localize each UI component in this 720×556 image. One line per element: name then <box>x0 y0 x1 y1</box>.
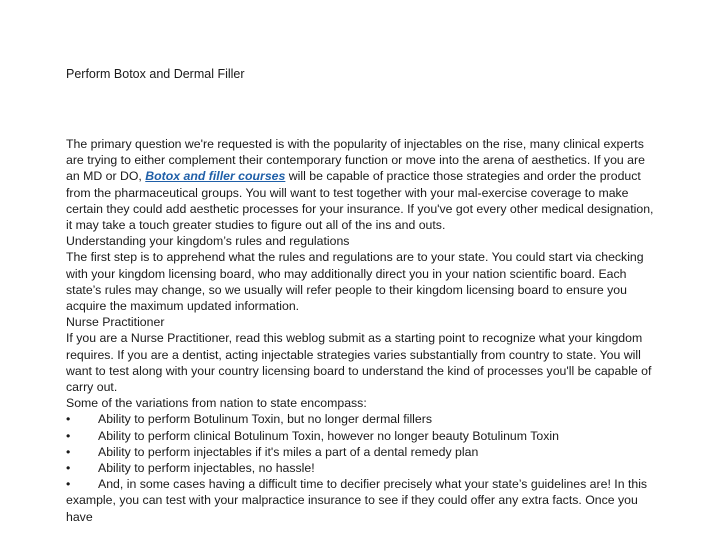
botox-filler-courses-link[interactable]: Botox and filler courses <box>145 169 286 184</box>
bullet-marker: • <box>66 412 71 427</box>
section-heading-rules: Understanding your kingdom’s rules and regulations <box>66 234 350 249</box>
nurse-practitioner-paragraph: If you are a Nurse Practitioner, read this weblog submit as a starting point to recognize what your kingdom requires. If you are a dentist, acting injectable strategies varies substantially from country to state. You will want to test along with your country licensing board to understand the kind of processes you'll be capable of carry out. <box>66 331 652 395</box>
variations-list <box>66 411 658 524</box>
list-item-text: And, in some cases having a difficult time to decifier precisely what your state’s guidelines are! In this example, you can test with your malpractice insurance to see if they could offer any extra facts. Once you have <box>66 477 648 524</box>
variations-intro: Some of the variations from nation to state encompass: <box>66 396 367 411</box>
intro-text-after-link: will be capable of practice those strategies and order the product from the pharmaceutical groups. You will want to test together with your mal-exercise coverage to make certain they could add aesthetic processes for your insurance. If you've got every other medical designation, it may take a touch greater studies to figure out all of the ins and outs. <box>66 169 654 233</box>
bullet-marker: • <box>66 477 71 492</box>
list-item-text: Ability to perform clinical Botulinum Toxin, however no longer beauty Botulinum Toxin <box>98 428 559 443</box>
bullet-marker: • <box>66 428 71 443</box>
bullet-marker: • <box>66 444 71 459</box>
list-item <box>66 411 658 427</box>
document-body <box>66 136 658 525</box>
list-item-text: Ability to perform injectables, no hassle! <box>98 461 315 476</box>
section-heading-nurse-practitioner: Nurse Practitioner <box>66 315 165 330</box>
list-item <box>66 476 658 525</box>
page-title: Perform Botox and Dermal Filler <box>66 67 245 81</box>
list-item-text: Ability to perform Botulinum Toxin, but no longer dermal fillers <box>98 412 432 427</box>
list-item <box>66 444 658 460</box>
list-item <box>66 428 658 444</box>
rules-paragraph: The first step is to apprehend what the rules and regulations are to your state. You could start via checking with your kingdom licensing board, who may additionally direct you in your nation scientific board. Each state’s rules may change, so we usually will refer people to their kingdom licensing board to ensure you acquire the maximum updated information. <box>66 250 644 314</box>
intro-text-before-link: The primary question we're requested is with the popularity of injectables on the rise, many clinical experts are trying to either complement their contemporary function or move into the arena of aesthetics. If you are an MD or DO, <box>66 137 645 184</box>
list-item-text: Ability to perform injectables if it's miles a part of a dental remedy plan <box>98 444 479 459</box>
intro-paragraph <box>66 136 658 233</box>
list-item <box>66 460 658 476</box>
bullet-marker: • <box>66 461 71 476</box>
